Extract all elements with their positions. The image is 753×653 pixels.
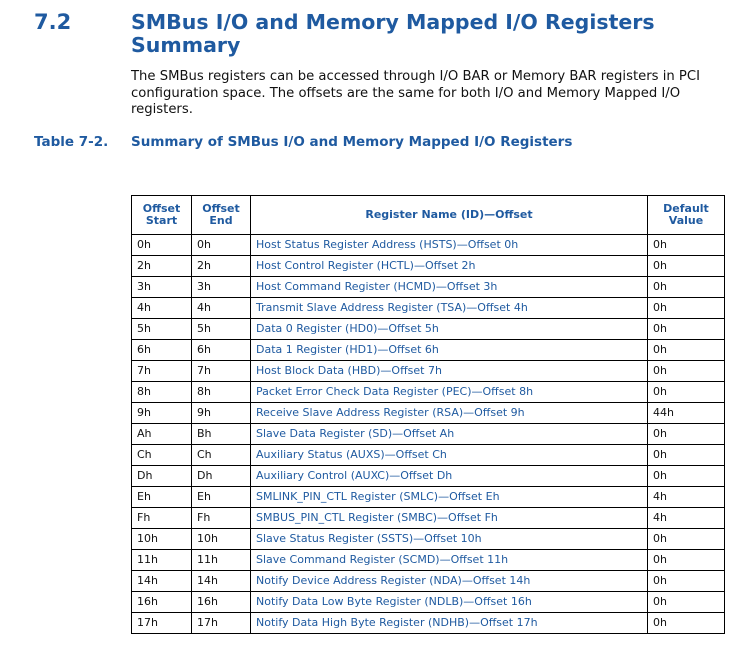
cell-offset-start: Eh bbox=[132, 487, 192, 508]
section-intro: The SMBus registers can be accessed through I/O BAR or Memory BAR registers in PCI configuration space. The offsets are the same for both I/O and Memory Mapped I/O registers. bbox=[131, 69, 700, 117]
cell-register-name-link[interactable]: Transmit Slave Address Register (TSA)—Offset 4h bbox=[251, 298, 648, 319]
table-row bbox=[132, 361, 725, 382]
table-row bbox=[132, 403, 725, 424]
cell-default-value: 0h bbox=[648, 529, 725, 550]
cell-default-value: 4h bbox=[648, 508, 725, 529]
header-default-line1: Default bbox=[663, 202, 709, 215]
table-row bbox=[132, 466, 725, 487]
cell-default-value: 0h bbox=[648, 466, 725, 487]
cell-register-name-link[interactable]: Data 1 Register (HD1)—Offset 6h bbox=[251, 340, 648, 361]
cell-offset-end: Eh bbox=[192, 487, 251, 508]
cell-offset-start: 11h bbox=[132, 550, 192, 571]
cell-offset-end: 0h bbox=[192, 235, 251, 256]
cell-offset-end: 8h bbox=[192, 382, 251, 403]
cell-offset-start: 7h bbox=[132, 361, 192, 382]
cell-register-name-link[interactable]: Slave Status Register (SSTS)—Offset 10h bbox=[251, 529, 648, 550]
cell-offset-start: 8h bbox=[132, 382, 192, 403]
table-row bbox=[132, 550, 725, 571]
header-default-value bbox=[648, 196, 725, 235]
register-summary-table bbox=[131, 195, 725, 634]
cell-register-name-link[interactable]: Slave Data Register (SD)—Offset Ah bbox=[251, 424, 648, 445]
table-row bbox=[132, 424, 725, 445]
table-row bbox=[132, 529, 725, 550]
cell-offset-end: Dh bbox=[192, 466, 251, 487]
header-offset-start-line2: Start bbox=[145, 214, 178, 227]
cell-offset-start: 9h bbox=[132, 403, 192, 424]
table-row bbox=[132, 277, 725, 298]
cell-offset-start: 17h bbox=[132, 613, 192, 634]
cell-default-value: 0h bbox=[648, 571, 725, 592]
cell-offset-end: 3h bbox=[192, 277, 251, 298]
cell-register-name-link[interactable]: Receive Slave Address Register (RSA)—Offset 9h bbox=[251, 403, 648, 424]
cell-default-value: 0h bbox=[648, 382, 725, 403]
cell-offset-end: 5h bbox=[192, 319, 251, 340]
cell-offset-end: 6h bbox=[192, 340, 251, 361]
cell-offset-start: Ch bbox=[132, 445, 192, 466]
cell-offset-end: 7h bbox=[192, 361, 251, 382]
table-row bbox=[132, 508, 725, 529]
table-row bbox=[132, 445, 725, 466]
cell-offset-start: Dh bbox=[132, 466, 192, 487]
table-row bbox=[132, 382, 725, 403]
cell-register-name-link[interactable]: Notify Data High Byte Register (NDHB)—Offset 17h bbox=[251, 613, 648, 634]
header-offset-end-line2: End bbox=[209, 214, 233, 227]
cell-default-value: 44h bbox=[648, 403, 725, 424]
cell-offset-end: 14h bbox=[192, 571, 251, 592]
cell-offset-start: 6h bbox=[132, 340, 192, 361]
cell-default-value: 0h bbox=[648, 361, 725, 382]
table-row bbox=[132, 298, 725, 319]
table-row bbox=[132, 340, 725, 361]
cell-default-value: 0h bbox=[648, 445, 725, 466]
header-offset-end-line1: Offset bbox=[202, 202, 240, 215]
cell-register-name-link[interactable]: Host Status Register Address (HSTS)—Offset 0h bbox=[251, 235, 648, 256]
cell-offset-start: 2h bbox=[132, 256, 192, 277]
cell-register-name-link[interactable]: Auxiliary Control (AUXC)—Offset Dh bbox=[251, 466, 648, 487]
cell-register-name-link[interactable]: SMBUS_PIN_CTL Register (SMBC)—Offset Fh bbox=[251, 508, 648, 529]
table-row bbox=[132, 319, 725, 340]
cell-register-name-link[interactable]: SMLINK_PIN_CTL Register (SMLC)—Offset Eh bbox=[251, 487, 648, 508]
table-row bbox=[132, 256, 725, 277]
cell-default-value: 0h bbox=[648, 277, 725, 298]
cell-default-value: 0h bbox=[648, 235, 725, 256]
table-row bbox=[132, 613, 725, 634]
cell-offset-start: 3h bbox=[132, 277, 192, 298]
cell-offset-end: 4h bbox=[192, 298, 251, 319]
cell-offset-end: Ch bbox=[192, 445, 251, 466]
cell-default-value: 0h bbox=[648, 256, 725, 277]
cell-offset-start: 10h bbox=[132, 529, 192, 550]
cell-offset-end: Bh bbox=[192, 424, 251, 445]
cell-register-name-link[interactable]: Host Command Register (HCMD)—Offset 3h bbox=[251, 277, 648, 298]
cell-offset-end: 10h bbox=[192, 529, 251, 550]
cell-offset-end: 16h bbox=[192, 592, 251, 613]
table-number: Table 7-2. bbox=[34, 134, 109, 150]
cell-offset-start: 4h bbox=[132, 298, 192, 319]
cell-default-value: 0h bbox=[648, 319, 725, 340]
cell-default-value: 0h bbox=[648, 613, 725, 634]
header-offset-start-line1: Offset bbox=[142, 202, 181, 215]
cell-offset-start: 5h bbox=[132, 319, 192, 340]
cell-default-value: 0h bbox=[648, 298, 725, 319]
section-number: 7.2 bbox=[34, 10, 72, 34]
cell-default-value: 0h bbox=[648, 550, 725, 571]
cell-offset-end: 2h bbox=[192, 256, 251, 277]
cell-default-value: 0h bbox=[648, 340, 725, 361]
cell-register-name-link[interactable]: Auxiliary Status (AUXS)—Offset Ch bbox=[251, 445, 648, 466]
cell-register-name-link[interactable]: Host Block Data (HBD)—Offset 7h bbox=[251, 361, 648, 382]
table-row bbox=[132, 571, 725, 592]
cell-register-name-link[interactable]: Packet Error Check Data Register (PEC)—Offset 8h bbox=[251, 382, 648, 403]
cell-register-name-link[interactable]: Host Control Register (HCTL)—Offset 2h bbox=[251, 256, 648, 277]
cell-offset-start: Ah bbox=[132, 424, 192, 445]
cell-register-name-link[interactable]: Notify Data Low Byte Register (NDLB)—Offset 16h bbox=[251, 592, 648, 613]
cell-register-name-link[interactable]: Data 0 Register (HD0)—Offset 5h bbox=[251, 319, 648, 340]
header-offset-end bbox=[192, 196, 251, 235]
cell-offset-end: 17h bbox=[192, 613, 251, 634]
cell-offset-start: 14h bbox=[132, 571, 192, 592]
table-row bbox=[132, 235, 725, 256]
cell-default-value: 0h bbox=[648, 592, 725, 613]
cell-register-name-link[interactable]: Notify Device Address Register (NDA)—Offset 14h bbox=[251, 571, 648, 592]
cell-offset-start: Fh bbox=[132, 508, 192, 529]
section-title: SMBus I/O and Memory Mapped I/O Registers Summary bbox=[131, 10, 655, 57]
cell-offset-end: Fh bbox=[192, 508, 251, 529]
header-offset-start bbox=[132, 196, 192, 235]
cell-register-name-link[interactable]: Slave Command Register (SCMD)—Offset 11h bbox=[251, 550, 648, 571]
cell-default-value: 4h bbox=[648, 487, 725, 508]
cell-offset-start: 16h bbox=[132, 592, 192, 613]
table-header-row bbox=[132, 196, 725, 235]
header-default-line2: Value bbox=[668, 214, 704, 227]
table-title: Summary of SMBus I/O and Memory Mapped I/O Registers bbox=[131, 134, 573, 150]
table-body bbox=[132, 235, 725, 634]
cell-offset-start: 0h bbox=[132, 235, 192, 256]
cell-default-value: 0h bbox=[648, 424, 725, 445]
table-row bbox=[132, 487, 725, 508]
table-row bbox=[132, 592, 725, 613]
cell-offset-end: 11h bbox=[192, 550, 251, 571]
header-register-name: Register Name (ID)—Offset bbox=[251, 196, 648, 235]
cell-offset-end: 9h bbox=[192, 403, 251, 424]
